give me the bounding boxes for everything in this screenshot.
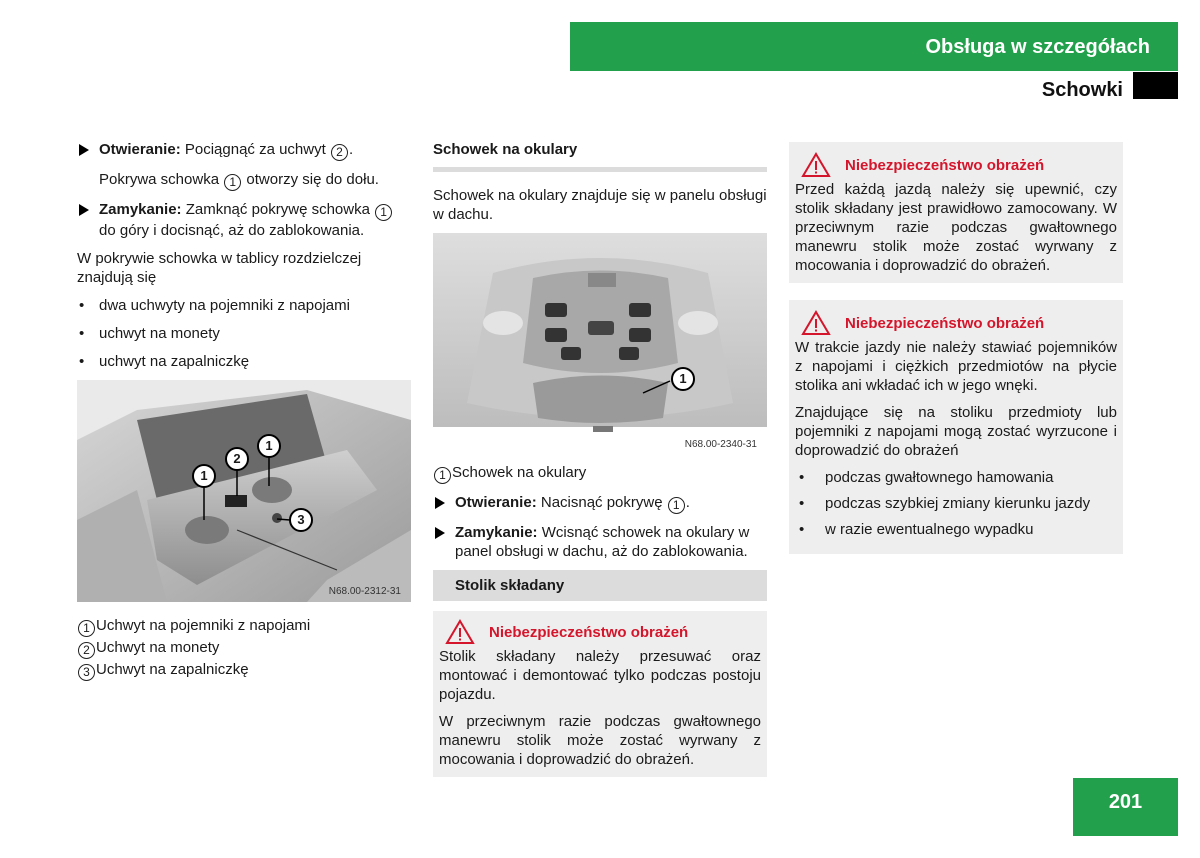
subsection-title: Schowki [1041, 79, 1123, 101]
step-open-holder: Otwieranie: Nacisnąć pokrywę 1 . [433, 493, 767, 514]
section-title: Obsługa w szczegółach [925, 36, 1150, 58]
callout-label: 1 [679, 371, 687, 386]
legend-item [77, 638, 412, 659]
callout-label: 3 [297, 512, 305, 527]
callout-label: 1 [200, 468, 208, 483]
legend-item [77, 616, 412, 637]
warning-panel [789, 142, 1123, 283]
step-arrow-icon [79, 144, 89, 156]
section-heading: Stolik składany [433, 570, 767, 601]
list-item: • dwa uchwyty na pojemniki z napojami [77, 296, 412, 315]
legend-text: Schowek na okulary [452, 464, 587, 481]
ref-number: 1 [78, 620, 95, 637]
section-heading: Schowek na okulary [433, 140, 767, 172]
callout-label: 2 [233, 451, 241, 466]
step-note [77, 170, 412, 191]
step-text: Pociągnąć za uchwyt [184, 141, 326, 158]
step-close-glovebox [77, 200, 412, 240]
warning-text: Stolik składany należy przesuwać oraz montować i demontować tylko podczas postoju pojazdu. [439, 648, 761, 703]
ref-number: 1 [224, 174, 241, 191]
list-item: • w razie ewentualnego wypadku [795, 520, 1117, 539]
list-item: • uchwyt na monety [77, 324, 412, 343]
warning-text: Przed każdą jazdą należy się upewnić, czy stolik składany jest prawidłowo zamocowany. W przeciwnym razie podczas gwałtownego manewru stolik może zostać wyrwany z mocowania i doprowadzić do obrażeń. [795, 181, 1117, 274]
glasses-holder-figure [433, 233, 767, 455]
figure-code: N68.00-2340-31 [684, 439, 757, 450]
ref-number: 1 [434, 467, 451, 484]
callouts-layer [433, 233, 767, 455]
column-left [77, 140, 412, 682]
list-item: • podczas gwałtownego hamowania [795, 468, 1117, 487]
legend-text: Uchwyt na zapalniczkę [96, 661, 249, 678]
warning-panel [433, 611, 767, 777]
step-arrow-icon [435, 527, 445, 539]
callouts-layer [77, 380, 411, 602]
ref-number: 3 [78, 664, 95, 681]
list-item: • podczas szybkiej zmiany kierunku jazdy [795, 494, 1117, 513]
column-right [789, 142, 1123, 571]
legend-text: Uchwyt na monety [96, 639, 220, 656]
warning-title: Niebezpieczeństwo obrażeń [845, 314, 1045, 332]
ref-number: 2 [78, 642, 95, 659]
intro-text: W pokrywie schowka w tablicy rozdzielczej znajdują się [77, 250, 362, 286]
step-text: Zamknąć pokrywę schowka [185, 201, 370, 218]
warning-header [795, 152, 1117, 178]
note-text-b: otworzy się do dołu. [246, 171, 379, 188]
callout-label: 1 [265, 438, 273, 453]
warning-text: W przeciwnym razie podczas gwałtownego manewru stolik może zostać wyrwany z mocowania i doprowadzić do obrażeń. [439, 713, 761, 768]
page-number: 201 [1073, 778, 1178, 836]
figure-code: N68.00-2312-31 [328, 586, 401, 597]
step-text: Nacisnąć pokrywę [540, 494, 663, 511]
warning-header [795, 310, 1117, 336]
step-text: Wcisnąć schowek na okulary w panel obsługi w dachu, aż do zablokowania. [455, 524, 750, 560]
subsection-marker [1133, 72, 1178, 99]
ref-number: 1 [668, 497, 685, 514]
warning-title: Niebezpieczeństwo obrażeń [489, 623, 689, 641]
warning-triangle-icon [801, 152, 831, 178]
warning-panel [789, 300, 1123, 554]
step-open-glovebox: Otwieranie: Pociągnąć za uchwyt 2 . [77, 140, 412, 161]
warning-triangle-icon [445, 619, 475, 645]
list-item: • uchwyt na zapalniczkę [77, 352, 412, 371]
warning-text: Znajdujące się na stoliku przedmioty lub pojemniki z napojami mogą zostać wyrzucone i doprowadzić do obrażeń [795, 404, 1117, 459]
section-header-bar [570, 22, 1178, 71]
step-close-holder [433, 523, 767, 561]
warning-title: Niebezpieczeństwo obrażeń [845, 156, 1045, 174]
intro-text: Schowek na okulary znajduje się w panelu obsługi w dachu. [433, 187, 767, 223]
glovebox-figure [77, 380, 411, 602]
column-middle [433, 140, 767, 794]
step-label: Zamykanie: [99, 201, 182, 218]
step-label: Otwieranie: [99, 141, 181, 158]
step-arrow-icon [79, 204, 89, 216]
ref-number: 1 [375, 204, 392, 221]
warning-text: W trakcie jazdy nie należy stawiać pojemników z napojami i ciężkich przedmiotów na płycie stolika ani wkładać ich w jego wnęki. [795, 339, 1117, 394]
step-text: do góry i docisnąć, aż do zablokowania. [99, 222, 365, 239]
warning-triangle-icon [801, 310, 831, 336]
legend-item [433, 463, 767, 484]
legend-text: Uchwyt na pojemniki z napojami [96, 617, 311, 634]
ref-number: 2 [331, 144, 348, 161]
step-arrow-icon [435, 497, 445, 509]
step-label: Otwieranie: [455, 494, 537, 511]
warning-header [439, 619, 761, 645]
note-text-a: Pokrywa schowka [99, 171, 220, 188]
legend-item [77, 660, 412, 681]
step-label: Zamykanie: [455, 524, 538, 541]
